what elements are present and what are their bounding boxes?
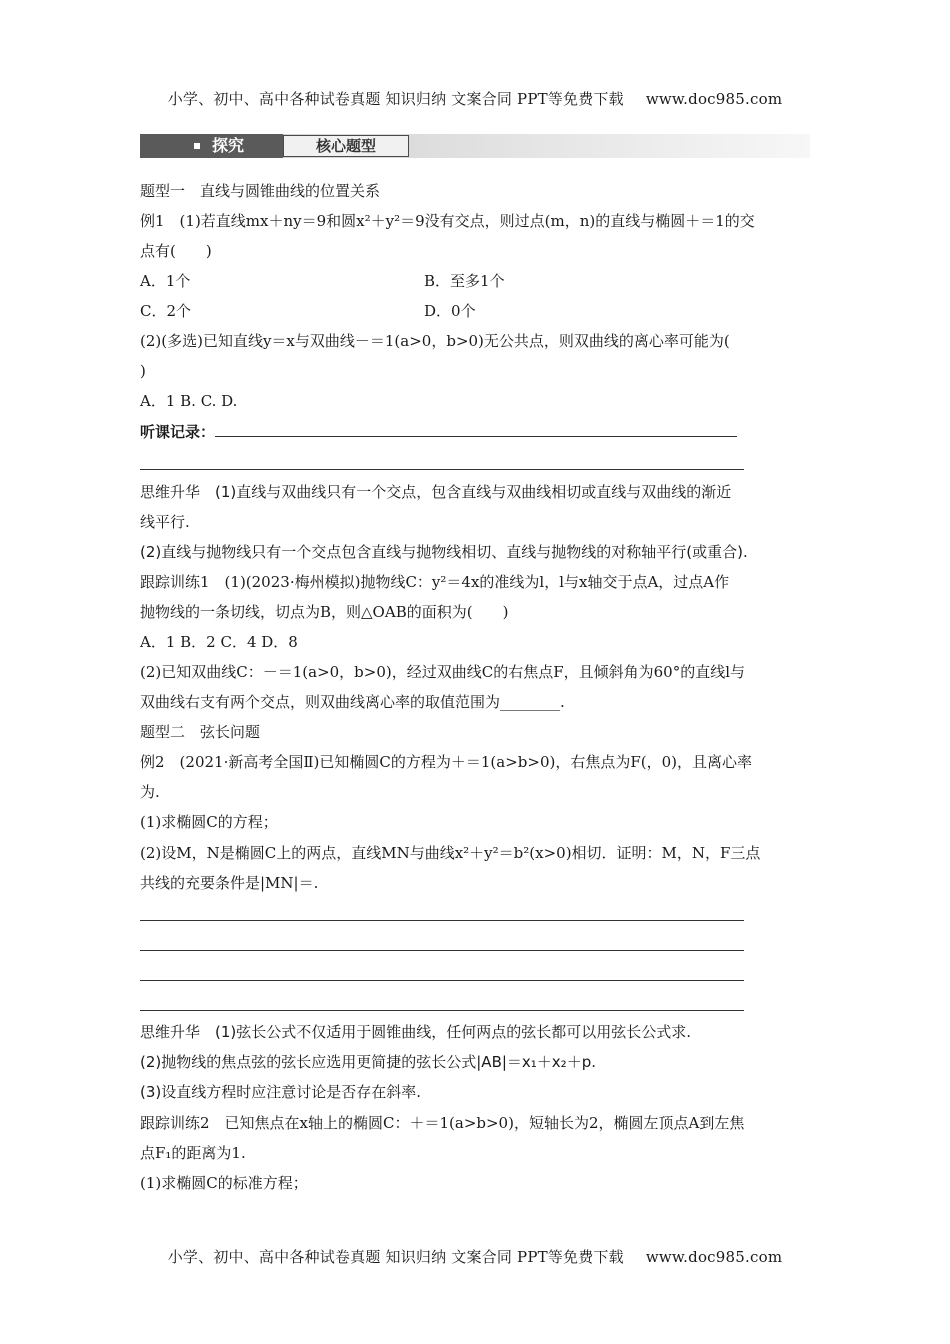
section-heading-1: 题型一 直线与圆锥曲线的位置关系	[140, 182, 381, 200]
example-2-part-2-line-2: 共线的充要条件是|MN|＝.	[140, 874, 319, 892]
banner-dark-tab	[140, 134, 283, 158]
practice-1-part-2-line-2: 双曲线右支有两个交点，则双曲线离心率的取值范围为________.	[140, 693, 565, 711]
summary-1-line-1: 思维升华 (1)直线与双曲线只有一个交点，包含直线与双曲线相切或直线与双曲线的渐近	[140, 483, 732, 501]
page-footer	[0, 1246, 950, 1267]
summary-2-line-1: 思维升华 (1)弦长公式不仅适用于圆锥曲线，任何两点的弦长都可以用弦长公式求.	[140, 1023, 692, 1041]
example-1-part-2-line-2: )	[140, 362, 146, 380]
practice-1-line-2: 抛物线的一条切线，切点为B，则△OAB的面积为( )	[140, 603, 509, 621]
practice-1-part-2-line-1: (2)已知双曲线C：－＝1(a>0，b>0)，经过双曲线C的右焦点F，且倾斜角为60°的直线l与	[140, 663, 746, 681]
footer-text: 小学、初中、高中各种试卷真题 知识归纳 文案合同 PPT等免费下载	[167, 1248, 624, 1266]
summary-1-line-2: 线平行.	[140, 513, 190, 531]
footer-url[interactable]: www.doc985.com	[645, 1248, 783, 1266]
summary-2-line-3: (3)设直线方程时应注意讨论是否存在斜率.	[140, 1083, 422, 1101]
example-1-part-2-options: A．1 B. C. D.	[140, 392, 238, 410]
option-b: B．至多1个	[424, 272, 505, 290]
option-a: A．1个	[140, 272, 191, 290]
example-1-part-2-line-1: (2)(多选)已知直线y＝x与双曲线－＝1(a>0，b>0)无公共点，则双曲线的离心率可能为(	[140, 332, 730, 350]
header-text: 小学、初中、高中各种试卷真题 知识归纳 文案合同 PPT等免费下载	[167, 90, 624, 108]
section-heading-2: 题型二 弦长问题	[140, 723, 261, 741]
practice-2-line-2: 点F₁的距离为1.	[140, 1144, 246, 1162]
square-bullet-icon	[194, 143, 200, 149]
page-header	[0, 88, 950, 109]
header-url[interactable]: www.doc985.com	[645, 90, 783, 108]
notes-blank-line-2[interactable]	[140, 469, 744, 470]
summary-2-line-2: (2)抛物线的焦点弦的弦长应选用更简捷的弦长公式|AB|＝x₁＋x₂＋p.	[140, 1053, 596, 1071]
answer-blank-line-3[interactable]	[140, 980, 744, 981]
answer-blank-line-1[interactable]	[140, 920, 744, 921]
practice-1-line-1: 跟踪训练1 (1)(2023·梅州模拟)抛物线C：y²＝4x的准线为l，l与x轴交于点A，过点A作	[140, 573, 730, 591]
example-1-line-2: 点有( )	[140, 242, 212, 260]
practice-1-options: A．1 B．2 C．4 D．8	[140, 633, 298, 651]
example-2-line-1: 例2 (2021·新高考全国Ⅱ)已知椭圆C的方程为＋＝1(a>b>0)，右焦点为F(，0)，且离心率	[140, 753, 752, 771]
example-2-line-2: 为.	[140, 783, 160, 801]
option-d: D．0个	[424, 302, 476, 320]
section-banner	[140, 134, 810, 158]
option-c: C．2个	[140, 302, 192, 320]
banner-dark-label: 探究	[212, 136, 245, 155]
notes-line	[140, 422, 737, 442]
example-1-line-1: 例1 (1)若直线mx＋ny＝9和圆x²＋y²＝9没有交点，则过点(m，n)的直线与椭圆＋＝1的交	[140, 212, 755, 230]
practice-2-line-1: 跟踪训练2 已知焦点在x轴上的椭圆C：＋＝1(a>b>0)，短轴长为2，椭圆左顶点A到左焦	[140, 1114, 745, 1132]
practice-2-part-1: (1)求椭圆C的标准方程；	[140, 1174, 308, 1192]
example-2-part-1: (1)求椭圆C的方程；	[140, 813, 278, 831]
banner-box-label: 核心题型	[283, 135, 409, 157]
notes-label: 听课记录：	[140, 423, 216, 441]
summary-1-line-3: (2)直线与抛物线只有一个交点包含直线与抛物线相切、直线与抛物线的对称轴平行(或重合).	[140, 543, 748, 561]
example-2-part-2-line-1: (2)设M，N是椭圆C上的两点，直线MN与曲线x²＋y²＝b²(x>0)相切．证明：M，N，F三点	[140, 844, 761, 862]
notes-blank[interactable]	[215, 424, 737, 437]
answer-blank-line-4[interactable]	[140, 1010, 744, 1011]
answer-blank-line-2[interactable]	[140, 950, 744, 951]
